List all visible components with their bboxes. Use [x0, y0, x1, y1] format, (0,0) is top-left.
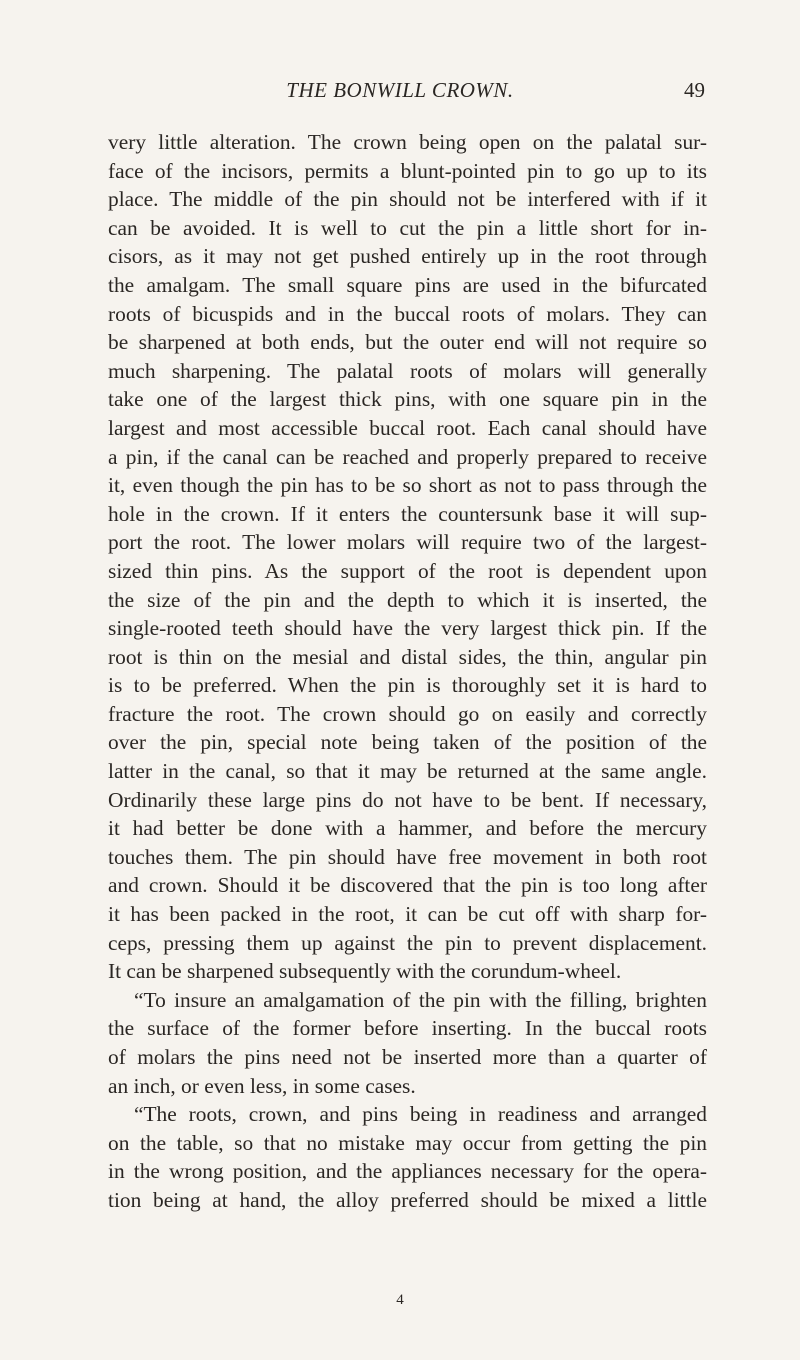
text-line: face of the incisors, permits a blunt-pointed pin to go up to its — [108, 158, 707, 183]
text-line: an inch, or even less, in some cases. — [108, 1073, 416, 1098]
text-line: single-rooted teeth should have the very largest thick pin. If the — [108, 616, 707, 641]
text-line: largest and most accessible buccal root. Each canal should have — [108, 415, 707, 440]
text-line: roots of bicuspids and in the buccal roots of molars. They can — [108, 301, 707, 326]
text-line: sized thin pins. As the support of the root is dependent upon — [108, 558, 707, 583]
page-number: 49 — [684, 78, 705, 102]
text-line: hole in the crown. If it enters the countersunk base it will sup- — [108, 501, 707, 526]
text-line: take one of the largest thick pins, with one square pin in the — [108, 387, 707, 412]
text-line: “The roots, crown, and pins being in readiness and arranged — [134, 1102, 707, 1127]
text-line: It can be sharpened subsequently with the corundum-wheel. — [108, 959, 622, 984]
text-line: be sharpened at both ends, but the outer end will not require so — [108, 330, 707, 355]
text-line: of molars the pins need not be inserted more than a quarter of — [108, 1045, 707, 1069]
text-line: over the pin, special note being taken of the position of the — [108, 730, 707, 755]
text-line: ceps, pressing them up against the pin to prevent displacement. — [108, 930, 707, 955]
text-line: fracture the root. The crown should go on easily and correctly — [108, 701, 707, 726]
text-line: touches them. The pin should have free movement in both root — [108, 844, 707, 869]
running-head — [0, 78, 800, 108]
signature-mark: 4 — [396, 1292, 404, 1308]
text-line: the size of the pin and the depth to which it is inserted, the — [108, 587, 707, 612]
text-line: root is thin on the mesial and distal sides, the thin, angular pin — [108, 644, 707, 669]
text-line: very little alteration. The crown being open on the palatal sur- — [108, 130, 707, 154]
text-line: much sharpening. The palatal roots of molars will generally — [108, 358, 707, 383]
text-line: the surface of the former before inserting. In the buccal roots — [108, 1016, 707, 1041]
text-line: tion being at hand, the alloy preferred should be mixed a little — [108, 1187, 707, 1212]
body-text — [108, 128, 707, 1215]
text-line: latter in the canal, so that it may be returned at the same angle. — [108, 759, 707, 784]
text-line: the amalgam. The small square pins are used in the bifurcated — [108, 272, 707, 297]
text-line: it had better be done with a hammer, and before the mercury — [108, 816, 707, 841]
text-line: and crown. Should it be discovered that the pin is too long after — [108, 873, 707, 898]
text-line: it, even though the pin has to be so short as not to pass through the — [108, 473, 707, 498]
text-line: can be avoided. It is well to cut the pin a little short for in- — [108, 215, 707, 240]
text-line: “To insure an amalgamation of the pin with the filling, brighten — [134, 987, 707, 1012]
text-line: in the wrong position, and the appliances necessary for the opera- — [108, 1159, 707, 1184]
text-line: cisors, as it may not get pushed entirely up in the root through — [108, 244, 707, 269]
text-line: Ordinarily these large pins do not have to be bent. If necessary, — [108, 787, 707, 812]
text-line: it has been packed in the root, it can be cut off with sharp for- — [108, 902, 707, 927]
text-line: place. The middle of the pin should not be interfered with if it — [108, 187, 707, 212]
text-line: port the root. The lower molars will require two of the largest- — [108, 530, 707, 555]
text-line: a pin, if the canal can be reached and properly prepared to receive — [108, 444, 707, 469]
running-title: THE BONWILL CROWN. — [286, 78, 514, 102]
text-line: on the table, so that no mistake may occur from getting the pin — [108, 1130, 707, 1155]
text-line: is to be preferred. When the pin is thoroughly set it is hard to — [108, 673, 707, 698]
